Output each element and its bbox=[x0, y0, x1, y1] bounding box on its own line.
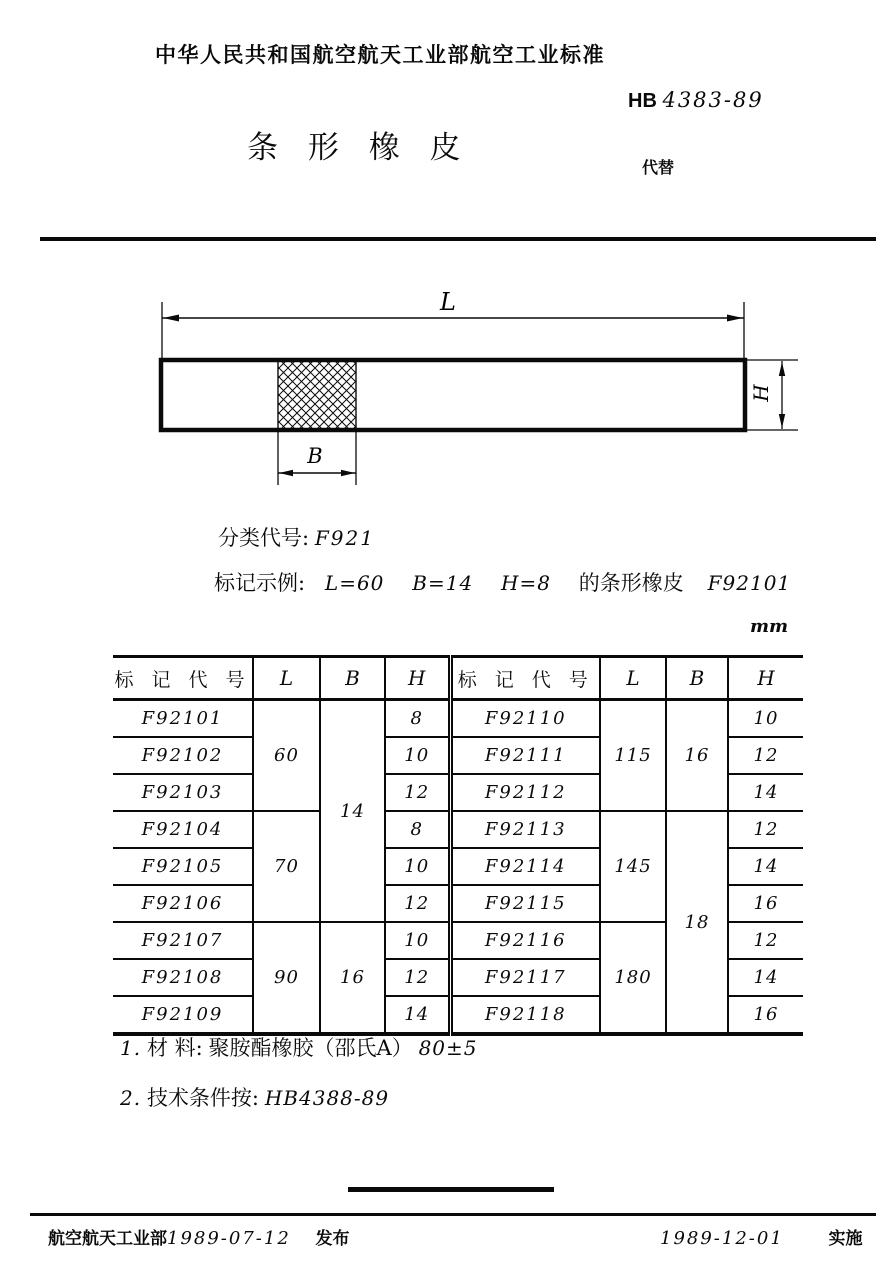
h-cell: 12 bbox=[728, 811, 803, 848]
h-cell: 14 bbox=[728, 959, 803, 996]
cross-section-hatch bbox=[278, 360, 356, 430]
note1-label: 材 料: bbox=[146, 1036, 203, 1060]
footer-issue-line bbox=[48, 1224, 350, 1249]
strip-rubber-dimension-drawing bbox=[0, 278, 891, 508]
h-cell: 12 bbox=[728, 737, 803, 774]
page-end-bar bbox=[348, 1187, 554, 1192]
classification-line bbox=[218, 522, 375, 552]
marking-example-line bbox=[214, 567, 813, 597]
footer-implementation-date: 1989-12-01 bbox=[660, 1228, 784, 1249]
l-cell: 90 bbox=[253, 922, 320, 1034]
footer-implementation-action: 实施 bbox=[828, 1229, 863, 1248]
code-cell: F92108 bbox=[113, 959, 253, 996]
b-cell: 14 bbox=[320, 700, 385, 923]
b-arrow-right bbox=[341, 470, 355, 476]
l-dimension-label: L bbox=[440, 288, 456, 316]
table-row bbox=[113, 811, 803, 848]
code-cell: F92113 bbox=[450, 811, 600, 848]
l-cell: 145 bbox=[600, 811, 666, 922]
h-cell: 12 bbox=[728, 922, 803, 959]
l-cell: 60 bbox=[253, 700, 320, 812]
example-code: F92101 bbox=[707, 571, 792, 595]
l-arrow-left bbox=[163, 315, 179, 322]
dimension-table bbox=[113, 655, 803, 1036]
h-arrow-bottom bbox=[779, 414, 785, 428]
b-cell: 16 bbox=[320, 922, 385, 1034]
issuing-org-standard-line: 中华人民共和国航空航天工业部航空工业标准 bbox=[155, 44, 605, 67]
h-cell: 12 bbox=[385, 959, 450, 996]
h-cell: 8 bbox=[385, 811, 450, 848]
footer-issue-date: 1989-07-12 bbox=[167, 1228, 291, 1249]
note2-value: HB4388-89 bbox=[264, 1086, 390, 1110]
h-cell: 16 bbox=[728, 885, 803, 922]
note1-value: 80±5 bbox=[418, 1036, 478, 1060]
h-cell: 10 bbox=[385, 848, 450, 885]
footer-divider-rule bbox=[30, 1213, 876, 1216]
b-dimension-label: B bbox=[307, 444, 323, 468]
header-l-right: L bbox=[600, 657, 666, 700]
header-b-left: B bbox=[320, 657, 385, 700]
table-unit-label: mm bbox=[750, 616, 789, 637]
table-row bbox=[113, 700, 803, 738]
code-cell: F92117 bbox=[450, 959, 600, 996]
code-cell: F92101 bbox=[113, 700, 253, 738]
note2-label: 技术条件按: bbox=[146, 1086, 260, 1110]
h-dimension-label: H bbox=[749, 384, 773, 402]
header-b-right: B bbox=[666, 657, 728, 700]
h-cell: 10 bbox=[385, 737, 450, 774]
h-cell: 12 bbox=[385, 885, 450, 922]
l-cell: 180 bbox=[600, 922, 666, 1034]
code-cell: F92103 bbox=[113, 774, 253, 811]
note-technical-conditions bbox=[120, 1082, 389, 1112]
code-cell: F92104 bbox=[113, 811, 253, 848]
h-cell: 14 bbox=[728, 774, 803, 811]
code-cell: F92111 bbox=[450, 737, 600, 774]
l-cell: 115 bbox=[600, 700, 666, 812]
example-dim-h: H=8 bbox=[501, 571, 551, 595]
header-code-left: 标 记 代 号 bbox=[113, 657, 253, 700]
code-cell: F92107 bbox=[113, 922, 253, 959]
classification-label: 分类代号: bbox=[218, 526, 310, 550]
code-cell: F92118 bbox=[450, 996, 600, 1034]
classification-code: F921 bbox=[314, 526, 375, 550]
strip-outline bbox=[161, 360, 745, 430]
h-cell: 10 bbox=[385, 922, 450, 959]
replaces-label: 代替 bbox=[642, 160, 675, 177]
b-cell: 18 bbox=[666, 811, 728, 1034]
code-cell: F92114 bbox=[450, 848, 600, 885]
h-arrow-top bbox=[779, 362, 785, 376]
b-arrow-left bbox=[279, 470, 293, 476]
header-h-left: H bbox=[385, 657, 450, 700]
header-l-left: L bbox=[253, 657, 320, 700]
code-cell: F92102 bbox=[113, 737, 253, 774]
b-cell: 16 bbox=[666, 700, 728, 812]
footer-issuing-org: 航空航天工业部 bbox=[48, 1229, 167, 1248]
header-divider-rule bbox=[40, 237, 876, 241]
note1-text: 聚胺酯橡胶（邵氏A） bbox=[208, 1036, 413, 1060]
code-cell: F92115 bbox=[450, 885, 600, 922]
code-cell: F92105 bbox=[113, 848, 253, 885]
example-label: 标记示例: bbox=[214, 571, 306, 595]
l-cell: 70 bbox=[253, 811, 320, 922]
example-dim-b: B=14 bbox=[412, 571, 474, 595]
code-cell: F92106 bbox=[113, 885, 253, 922]
h-cell: 8 bbox=[385, 700, 450, 738]
h-cell: 10 bbox=[728, 700, 803, 738]
code-cell: F92116 bbox=[450, 922, 600, 959]
code-cell: F92109 bbox=[113, 996, 253, 1034]
example-middle-text: 的条形橡皮 bbox=[578, 571, 684, 595]
h-cell: 14 bbox=[728, 848, 803, 885]
h-cell: 14 bbox=[385, 996, 450, 1034]
code-cell: F92110 bbox=[450, 700, 600, 738]
example-dim-l: L=60 bbox=[324, 571, 385, 595]
table-header-row bbox=[113, 657, 803, 700]
code-cell: F92112 bbox=[450, 774, 600, 811]
note2-number: 2. bbox=[120, 1086, 142, 1110]
header-h-right: H bbox=[728, 657, 803, 700]
footer-issue-action: 发布 bbox=[315, 1229, 350, 1248]
standard-number bbox=[628, 88, 764, 113]
note-material bbox=[120, 1032, 478, 1062]
l-arrow-right bbox=[727, 315, 743, 322]
standard-prefix: HB bbox=[628, 90, 657, 112]
note1-number: 1. bbox=[120, 1036, 142, 1060]
standard-number-value: 4383-89 bbox=[662, 88, 764, 112]
header-code-right: 标 记 代 号 bbox=[450, 657, 600, 700]
h-cell: 12 bbox=[385, 774, 450, 811]
footer-implementation-line bbox=[660, 1224, 863, 1249]
document-title: 条 形 橡 皮 bbox=[247, 130, 471, 166]
h-cell: 16 bbox=[728, 996, 803, 1034]
